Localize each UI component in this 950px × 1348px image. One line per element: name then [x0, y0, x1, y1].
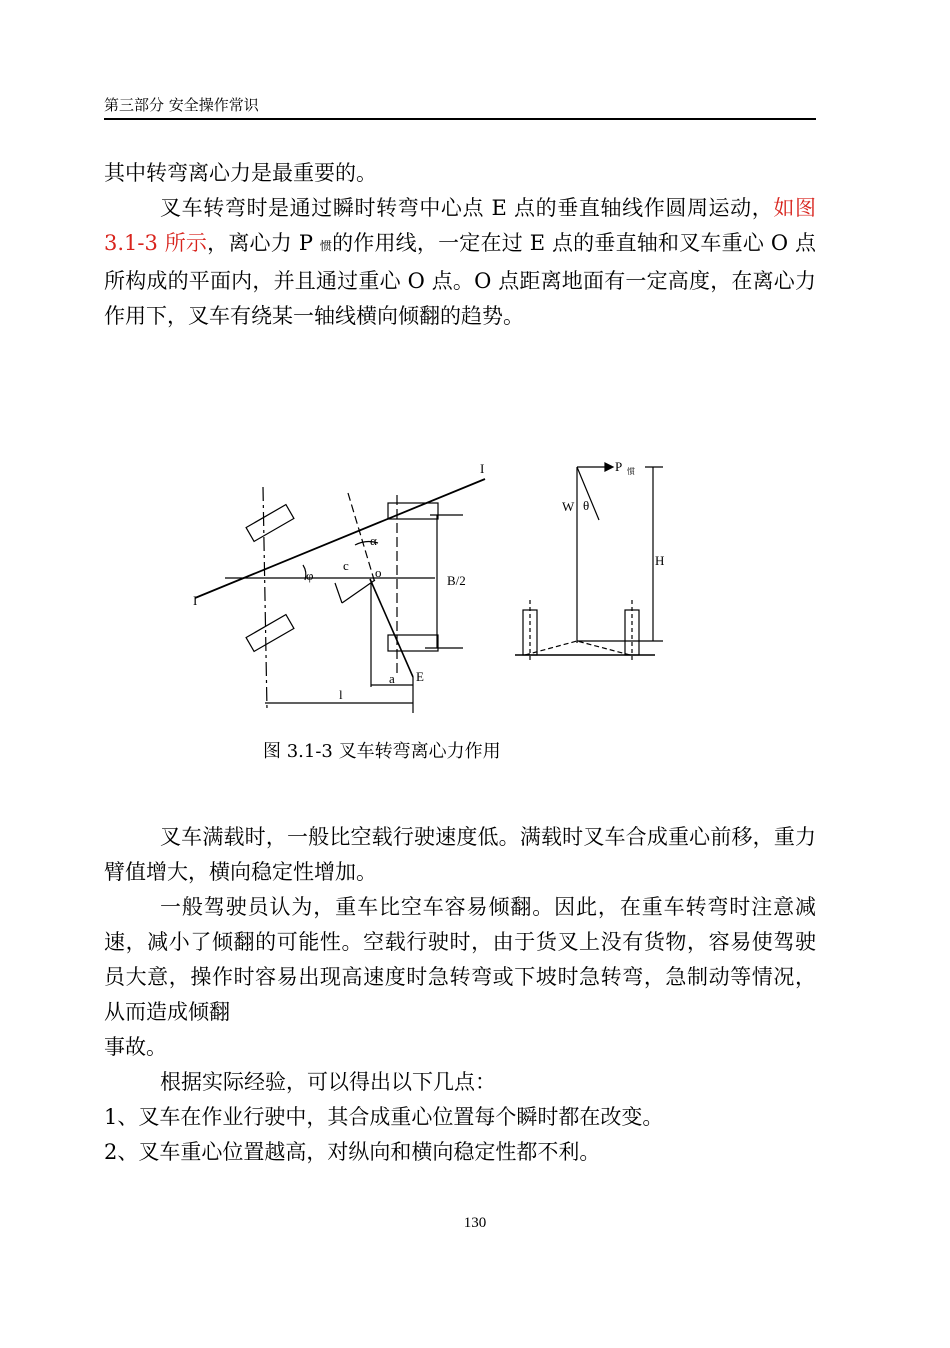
paragraph: 根据实际经验，可以得出以下几点： [160, 1070, 496, 1094]
paragraph: 叉车满载时，一般比空载行驶速度低。满载时叉车合成重心前移，重力臂值增大，横向稳定性增加。 [104, 825, 816, 884]
line-to-E [370, 579, 413, 677]
paragraph: 其中转弯离心力是最重要的。 [104, 161, 377, 185]
line-I-I [195, 479, 485, 598]
label-phi: φ [306, 568, 314, 583]
wheel-front-left [246, 505, 294, 542]
label-Bhalf: B/2 [447, 573, 466, 588]
list-item: 2、叉车重心位置越高，对纵向和横向稳定性都不利。 [104, 1140, 601, 1164]
label-o: o [375, 565, 382, 580]
offset-line [342, 580, 375, 603]
paragraph: 叉车转弯时是通过瞬时转弯中心点 E 点的垂直轴线作圆周运动，如图 3.1-3 所示，离心力 P 惯的作用线，一定在过 E 点的垂直轴和叉车重心 O 点所构成的平面内，并且通过重心 O 点。O 点距离地面有一定高度，在离心力作用下，叉车有绕某一轴线横向倾翻的趋势。 [104, 196, 817, 328]
running-header [104, 96, 816, 120]
figure-caption: 图 3.1-3 叉车转弯离心力作用 [263, 741, 501, 762]
label-theta: θ [583, 498, 590, 513]
axis-line [263, 487, 267, 710]
label-E: E [416, 669, 424, 684]
paragraph: 事故。 [104, 1035, 167, 1059]
header-title: 第三部分 安全操作常识 [104, 96, 259, 114]
label-alpha: α [370, 533, 377, 548]
label-c: c [343, 558, 349, 573]
paragraph: 一般驾驶员认为，重车比空车容易倾翻。因此，在重车转弯时注意减速，减小了倾翻的可能性。空载行驶时，由于货叉上没有货物，容易使驾驶员大意，操作时容易出现高速度时急转弯或下坡时急转弯，急制动等情况，从而造成倾翻 [104, 895, 816, 1024]
label-a: a [389, 671, 395, 686]
page-number: 130 [463, 1215, 487, 1231]
label-W: W [562, 499, 575, 514]
body-text-bottom [104, 820, 816, 1170]
figure-reference: 如图 3.1-3 所示 [104, 196, 817, 255]
diagram-svg [185, 455, 675, 720]
figure-forklift-turning [185, 455, 675, 720]
subscript: 惯 [319, 239, 333, 253]
label-I-top: I [480, 461, 485, 476]
label-H: H [655, 553, 665, 568]
wheel-rear-left [246, 615, 294, 652]
label-I-left: I [193, 593, 198, 608]
label-P: P [615, 459, 623, 474]
list-item: 1、叉车在作业行驶中，其合成重心位置每个瞬时都在改变。 [104, 1105, 664, 1129]
label-l: l [339, 687, 343, 702]
body-text-top [104, 156, 816, 334]
label-P-sub: 惯 [627, 467, 635, 476]
